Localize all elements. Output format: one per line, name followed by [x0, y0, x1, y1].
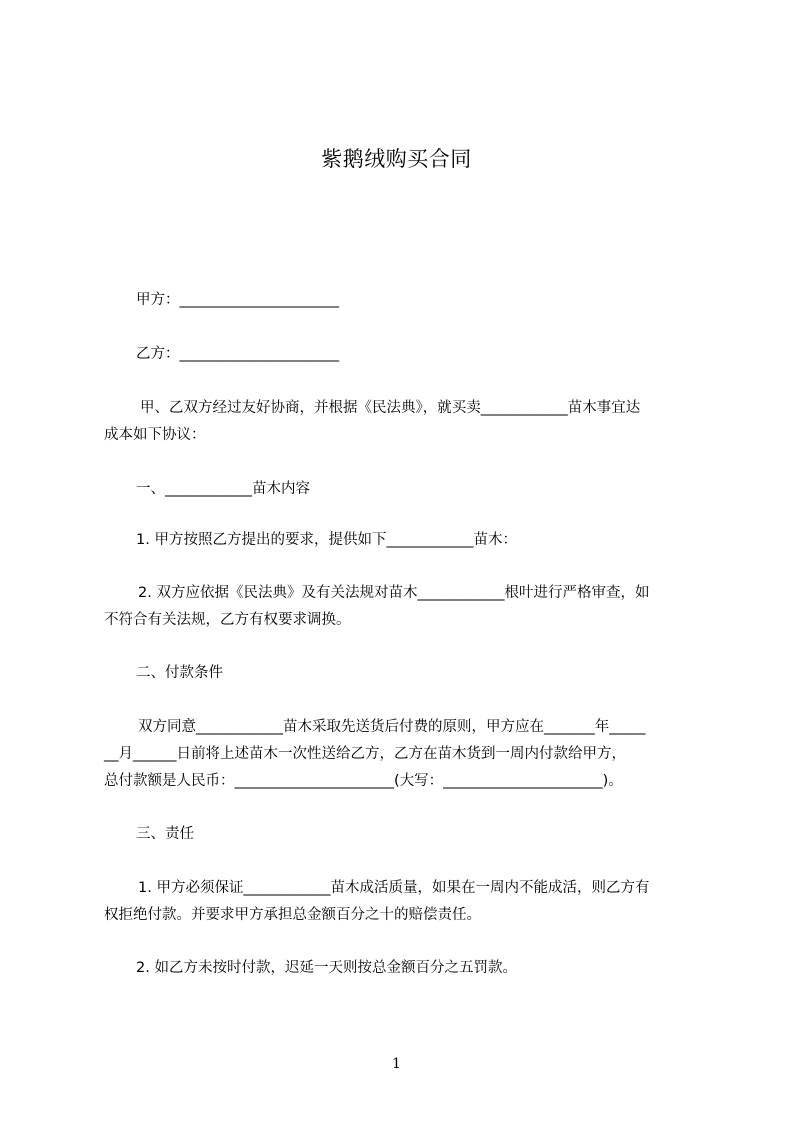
section-3-item-2: 2. 如乙方未按时付款，迟延一天则按总金额百分之五罚款。 — [136, 960, 517, 976]
party-a-line: 甲方：______________________ — [136, 292, 339, 308]
document-title: 紫鹅绒购买合同 — [321, 147, 472, 171]
intro-line-1: 甲、乙双方经过友好协商，并根据《民法典》，就买卖____________苗木事宜达 — [140, 400, 641, 416]
section-2-heading: 二、付款条件 — [136, 665, 223, 681]
section-3-heading: 三、责任 — [136, 826, 194, 842]
section-1-item-2-line-1: 2. 双方应依据《民法典》及有关法规对苗木____________根叶进行严格审查，如 — [138, 585, 650, 601]
party-b-line: 乙方：______________________ — [136, 346, 339, 362]
page-number: 1 — [392, 1056, 401, 1072]
section-1-item-2-line-2: 不符合有关法规，乙方有权要求调换。 — [104, 612, 351, 628]
section-2-para-line-1: 双方同意____________苗木采取先送货后付费的原则，甲方应在_______年_____ — [138, 719, 646, 735]
intro-line-2: 成本如下协议： — [104, 427, 206, 443]
section-2-para-line-2: __月______日前将上述苗木一次性送给乙方，乙方在苗木货到一周内付款给甲方， — [104, 746, 626, 762]
section-1-item-1: 1. 甲方按照乙方提出的要求，提供如下____________苗木： — [136, 532, 517, 548]
section-3-item-1-line-2: 权拒绝付款。并要求甲方承担总金额百分之十的赔偿责任。 — [104, 907, 481, 923]
section-2-para-line-3: 总付款额是人民币：______________________(大写：______________________)。 — [104, 773, 623, 789]
section-3-item-1-line-1: 1. 甲方必须保证____________苗木成活质量，如果在一周内不能成活，则乙方有 — [138, 880, 650, 896]
section-1-heading: 一、____________苗木内容 — [136, 481, 310, 497]
